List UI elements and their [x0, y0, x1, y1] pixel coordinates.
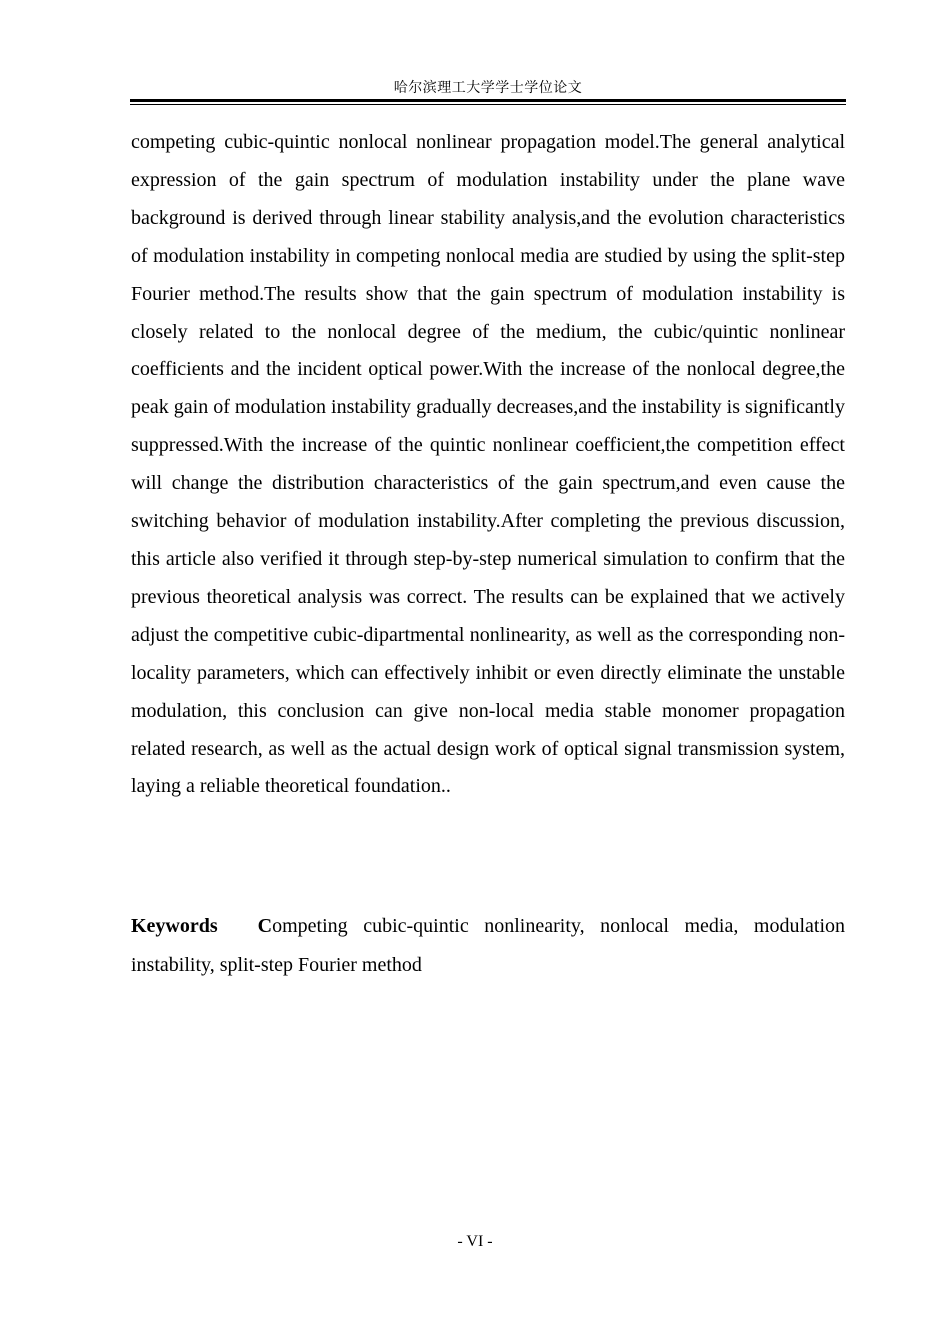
- page-number: - VI -: [457, 1233, 493, 1250]
- keywords-label: Keywords: [131, 915, 218, 937]
- keywords-paragraph: [131, 907, 845, 984]
- header-rule-thick: [130, 99, 846, 102]
- running-header: 哈尔滨理工大学学士学位论文: [393, 81, 583, 96]
- abstract-paragraph: competing cubic-quintic nonlocal nonlinear propagation model.The general analytical expression of the gain spectrum of modulation instability under the plane wave background is derived through linear stability analysis,and the evolution characteristics of modulation instability in competing nonlocal media are studied by using the split-step Fourier method.The results show that the gain spectrum of modulation instability is closely related to the nonlocal degree of the medium, the cubic/quintic nonlinear coefficients and the incident optical power.With the increase of the nonlocal degree,the peak gain of modulation instability gradually decreases,and the instability is significantly suppressed.With the increase of the quintic nonlinear coefficient,the competition effect will change the distribution characteristics of the gain spectrum,and even cause the switching behavior of modulation instability.After completing the previous discussion, this article also verified it through step-by-step numerical simulation to confirm that the previous theoretical analysis was correct. The results can be explained that we actively adjust the competitive cubic-dipartmental nonlinearity, as well as the corresponding non-locality parameters, which can effectively inhibit or even directly eliminate the unstable modulation, this conclusion can give non-local media stable monomer propagation related research, as well as the actual design work of optical signal transmission system, laying a reliable theoretical foundation..: [131, 131, 845, 798]
- keywords-list: ompeting cubic-quintic nonlinearity, nonlocal media, modulation instability, split-step Fourier method: [131, 915, 845, 976]
- keywords-initial-letter: C: [257, 915, 273, 937]
- header-rule-thin: [130, 104, 846, 105]
